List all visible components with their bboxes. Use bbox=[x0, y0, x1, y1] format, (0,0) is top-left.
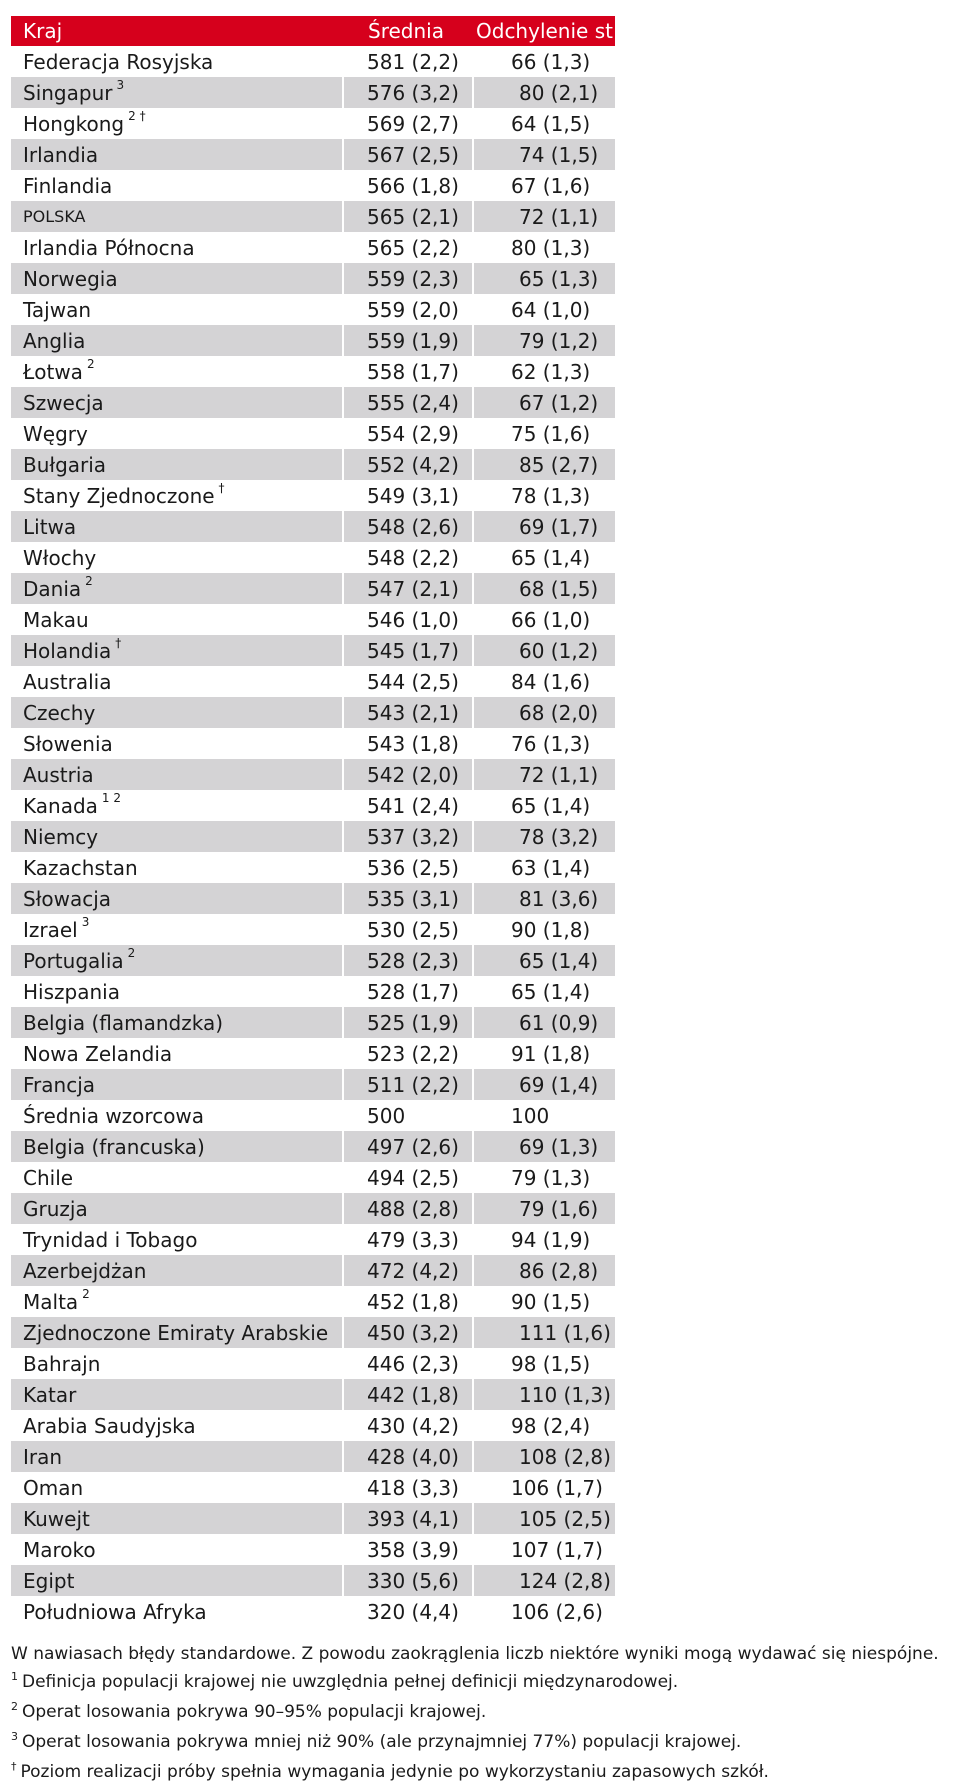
country-name: Stany Zjednoczone bbox=[23, 483, 215, 508]
table-row bbox=[11, 666, 615, 697]
mean-cell: 543 (1,8) bbox=[367, 731, 459, 756]
sd-cell: 65 (1,4) bbox=[511, 979, 591, 1004]
footnotes bbox=[11, 1640, 961, 1788]
sd-cell: 100 bbox=[511, 1103, 550, 1128]
mean-cell: 358 (3,9) bbox=[367, 1537, 459, 1562]
country-cell bbox=[11, 1317, 342, 1348]
country-cell bbox=[11, 480, 342, 511]
country-name: Bahrajn bbox=[23, 1351, 101, 1376]
country-name: Średnia wzorcowa bbox=[23, 1103, 205, 1128]
sd-cell: 85 (2,7) bbox=[474, 449, 615, 480]
sd-cell: 79 (1,3) bbox=[511, 1165, 591, 1190]
mean-cell: 418 (3,3) bbox=[367, 1475, 459, 1500]
country-cell bbox=[11, 356, 342, 387]
country-name: Hiszpania bbox=[23, 979, 120, 1004]
table-row bbox=[11, 1286, 615, 1317]
country-name: Włochy bbox=[23, 545, 97, 570]
country-cell bbox=[11, 1069, 342, 1100]
sd-cell: 78 (1,3) bbox=[511, 483, 591, 508]
country-cell bbox=[11, 821, 342, 852]
sd-cell: 90 (1,5) bbox=[511, 1289, 591, 1314]
table-body bbox=[11, 46, 615, 1627]
mean-cell: 544 (2,5) bbox=[367, 669, 459, 694]
country-cell bbox=[11, 325, 342, 356]
country-name: Bułgaria bbox=[23, 452, 107, 477]
table-row bbox=[11, 1007, 615, 1038]
country-cell bbox=[11, 1348, 342, 1379]
country-name: Południowa Afryka bbox=[23, 1599, 207, 1624]
country-cell bbox=[11, 387, 342, 418]
table-row bbox=[11, 1100, 615, 1131]
footnote-text: Operat losowania pokrywa mniej niż 90% (ale przynajmniej 77%) populacji krajowej. bbox=[22, 1732, 742, 1752]
country-cell bbox=[11, 790, 342, 821]
country-name: Finlandia bbox=[23, 173, 113, 198]
footnote-mark: 2 † bbox=[128, 108, 146, 123]
country-cell bbox=[11, 697, 342, 728]
country-cell bbox=[11, 1472, 342, 1503]
sd-cell: 65 (1,4) bbox=[511, 545, 591, 570]
country-name: Irlandia Północna bbox=[23, 235, 195, 260]
country-cell bbox=[11, 1131, 342, 1162]
table-row bbox=[11, 387, 615, 418]
footnote-mark: 3 bbox=[81, 914, 90, 929]
header-mean: Średnia bbox=[368, 19, 444, 43]
country-name: Federacja Rosyjska bbox=[23, 49, 214, 74]
mean-cell: 555 (2,4) bbox=[344, 387, 472, 418]
country-cell bbox=[11, 1038, 342, 1069]
country-name: Niemcy bbox=[23, 824, 99, 849]
sd-cell: 107 (1,7) bbox=[511, 1537, 603, 1562]
country-cell bbox=[11, 1193, 342, 1224]
sd-cell: 106 (1,7) bbox=[511, 1475, 603, 1500]
mean-cell: 548 (2,2) bbox=[367, 545, 459, 570]
country-name: Zjednoczone Emiraty Arabskie bbox=[23, 1320, 329, 1345]
table-row bbox=[11, 1069, 615, 1100]
table-row bbox=[11, 1038, 615, 1069]
country-name: Singapur bbox=[23, 80, 113, 105]
country-cell bbox=[11, 635, 342, 666]
table-row bbox=[11, 1224, 615, 1255]
country-cell bbox=[11, 170, 342, 201]
country-name: Kazachstan bbox=[23, 855, 138, 880]
table-row bbox=[11, 418, 615, 449]
footnote-line bbox=[11, 1728, 961, 1758]
sd-cell: 64 (1,5) bbox=[511, 111, 591, 136]
table-row bbox=[11, 1503, 615, 1534]
sd-cell: 111 (1,6) bbox=[474, 1317, 615, 1348]
table-row bbox=[11, 821, 615, 852]
footnote-mark: 2 bbox=[11, 1700, 18, 1713]
country-cell bbox=[11, 1503, 342, 1534]
sd-cell: 64 (1,0) bbox=[511, 297, 591, 322]
table-row bbox=[11, 1193, 615, 1224]
sd-cell: 61 (0,9) bbox=[474, 1007, 615, 1038]
footnote-text: Poziom realizacji próby spełnia wymagania jedynie po wykorzystaniu zapasowych szkół. bbox=[20, 1762, 769, 1782]
mean-cell: 543 (2,1) bbox=[344, 697, 472, 728]
mean-cell: 565 (2,1) bbox=[344, 201, 472, 232]
sd-cell: 80 (2,1) bbox=[474, 77, 615, 108]
country-cell bbox=[11, 232, 342, 263]
sd-cell: 69 (1,3) bbox=[474, 1131, 615, 1162]
table-row bbox=[11, 635, 615, 666]
sd-cell: 98 (2,4) bbox=[511, 1413, 591, 1438]
mean-cell: 330 (5,6) bbox=[344, 1565, 472, 1596]
country-cell bbox=[11, 542, 342, 573]
country-cell bbox=[11, 1534, 342, 1565]
sd-cell: 68 (1,5) bbox=[474, 573, 615, 604]
table-row bbox=[11, 945, 615, 976]
mean-cell: 500 bbox=[367, 1103, 406, 1128]
footnote-mark: 3 bbox=[11, 1730, 18, 1743]
mean-cell: 523 (2,2) bbox=[367, 1041, 459, 1066]
table-row bbox=[11, 170, 615, 201]
mean-cell: 559 (1,9) bbox=[344, 325, 472, 356]
sd-cell: 110 (1,3) bbox=[474, 1379, 615, 1410]
country-name: Czechy bbox=[23, 700, 96, 725]
country-cell bbox=[11, 945, 342, 976]
table-row bbox=[11, 325, 615, 356]
table-row bbox=[11, 77, 615, 108]
country-cell bbox=[11, 1565, 342, 1596]
mean-cell: 554 (2,9) bbox=[367, 421, 459, 446]
footnote-mark: 3 bbox=[116, 77, 125, 92]
country-name: Trynidad i Tobago bbox=[23, 1227, 198, 1252]
country-cell bbox=[11, 1379, 342, 1410]
sd-cell: 62 (1,3) bbox=[511, 359, 591, 384]
table-row bbox=[11, 1472, 615, 1503]
country-name: Francja bbox=[23, 1072, 96, 1097]
sd-cell: 68 (2,0) bbox=[474, 697, 615, 728]
country-name: Azerbejdżan bbox=[23, 1258, 147, 1283]
country-cell bbox=[11, 728, 342, 759]
table-row bbox=[11, 263, 615, 294]
sd-cell: 74 (1,5) bbox=[474, 139, 615, 170]
country-name: Kanada bbox=[23, 793, 98, 818]
sd-cell: 76 (1,3) bbox=[511, 731, 591, 756]
country-cell bbox=[11, 201, 342, 232]
country-cell bbox=[11, 1410, 342, 1441]
country-name: Portugalia bbox=[23, 948, 124, 973]
country-name: Makau bbox=[23, 607, 89, 632]
country-cell bbox=[11, 1224, 342, 1255]
sd-cell: 106 (2,6) bbox=[511, 1599, 603, 1624]
mean-cell: 558 (1,7) bbox=[367, 359, 459, 384]
sd-cell: 65 (1,3) bbox=[474, 263, 615, 294]
country-cell bbox=[11, 1596, 342, 1627]
footnote-mark: 2 bbox=[86, 356, 95, 371]
country-name: Anglia bbox=[23, 328, 86, 353]
mean-cell: 567 (2,5) bbox=[344, 139, 472, 170]
country-cell bbox=[11, 449, 342, 480]
sd-cell: 80 (1,3) bbox=[511, 235, 591, 260]
country-name: Belgia (francuska) bbox=[23, 1134, 205, 1159]
country-name: Szwecja bbox=[23, 390, 104, 415]
sd-cell: 81 (3,6) bbox=[474, 883, 615, 914]
mean-cell: 452 (1,8) bbox=[367, 1289, 459, 1314]
mean-cell: 559 (2,3) bbox=[344, 263, 472, 294]
mean-cell: 542 (2,0) bbox=[344, 759, 472, 790]
country-name: Arabia Saudyjska bbox=[23, 1413, 196, 1438]
table-row bbox=[11, 1565, 615, 1596]
footnote-line bbox=[11, 1698, 961, 1728]
mean-cell: 393 (4,1) bbox=[344, 1503, 472, 1534]
country-name: Australia bbox=[23, 669, 112, 694]
country-name: Hongkong bbox=[23, 111, 125, 136]
mean-cell: 488 (2,8) bbox=[344, 1193, 472, 1224]
table-row bbox=[11, 1348, 615, 1379]
country-name: Katar bbox=[23, 1382, 77, 1407]
mean-cell: 559 (2,0) bbox=[367, 297, 459, 322]
country-cell bbox=[11, 1162, 342, 1193]
table-row bbox=[11, 883, 615, 914]
country-name: Malta bbox=[23, 1289, 79, 1314]
country-name: Tajwan bbox=[23, 297, 92, 322]
mean-cell: 428 (4,0) bbox=[344, 1441, 472, 1472]
country-cell bbox=[11, 573, 342, 604]
country-name: Maroko bbox=[23, 1537, 96, 1562]
footnote-text: Definicja populacji krajowej nie uwzględnia pełnej definicji międzynarodowej. bbox=[22, 1672, 679, 1692]
footnote-mark: 2 bbox=[127, 945, 136, 960]
sd-cell: 105 (2,5) bbox=[474, 1503, 615, 1534]
table-row bbox=[11, 852, 615, 883]
sd-cell: 67 (1,2) bbox=[474, 387, 615, 418]
country-cell bbox=[11, 1441, 342, 1472]
mean-cell: 545 (1,7) bbox=[344, 635, 472, 666]
mean-cell: 450 (3,2) bbox=[344, 1317, 472, 1348]
country-name: Gruzja bbox=[23, 1196, 88, 1221]
table-row bbox=[11, 294, 615, 325]
footnote-text: W nawiasach błędy standardowe. Z powodu zaokrąglenia liczb niektóre wyniki mogą wydawać się niespójne. bbox=[11, 1644, 939, 1664]
mean-cell: 530 (2,5) bbox=[367, 917, 459, 942]
table-row bbox=[11, 356, 615, 387]
mean-cell: 525 (1,9) bbox=[344, 1007, 472, 1038]
table-row bbox=[11, 697, 615, 728]
sd-cell: 72 (1,1) bbox=[474, 759, 615, 790]
country-name: Łotwa bbox=[23, 359, 83, 384]
footnote-mark: † bbox=[218, 480, 225, 495]
sd-cell: 72 (1,1) bbox=[474, 201, 615, 232]
country-name: Słowenia bbox=[23, 731, 113, 756]
sd-cell: 75 (1,6) bbox=[511, 421, 591, 446]
sd-cell: 94 (1,9) bbox=[511, 1227, 591, 1252]
mean-cell: 552 (4,2) bbox=[344, 449, 472, 480]
table-row bbox=[11, 1441, 615, 1472]
sd-cell: 66 (1,3) bbox=[511, 49, 591, 74]
country-cell bbox=[11, 1007, 342, 1038]
table-row bbox=[11, 139, 615, 170]
country-name: Austria bbox=[23, 762, 94, 787]
mean-cell: 320 (4,4) bbox=[367, 1599, 459, 1624]
table-row bbox=[11, 1131, 615, 1162]
country-cell bbox=[11, 263, 342, 294]
mean-cell: 576 (3,2) bbox=[344, 77, 472, 108]
country-cell bbox=[11, 294, 342, 325]
mean-cell: 549 (3,1) bbox=[367, 483, 459, 508]
mean-cell: 569 (2,7) bbox=[367, 111, 459, 136]
sd-cell: 124 (2,8) bbox=[474, 1565, 615, 1596]
footnote-mark: 1 2 bbox=[101, 790, 121, 805]
country-name: Nowa Zelandia bbox=[23, 1041, 173, 1066]
country-name: Chile bbox=[23, 1165, 74, 1190]
table-row bbox=[11, 1162, 615, 1193]
table-row bbox=[11, 108, 615, 139]
country-name: Irlandia bbox=[23, 142, 99, 167]
country-name: Kuwejt bbox=[23, 1506, 90, 1531]
mean-cell: 566 (1,8) bbox=[367, 173, 459, 198]
mean-cell: 537 (3,2) bbox=[344, 821, 472, 852]
sd-cell: 67 (1,6) bbox=[511, 173, 591, 198]
table-row bbox=[11, 46, 615, 77]
footnote-line bbox=[11, 1640, 961, 1668]
country-cell bbox=[11, 914, 342, 945]
table-row bbox=[11, 1410, 615, 1441]
mean-cell: 536 (2,5) bbox=[367, 855, 459, 880]
table-header bbox=[11, 16, 620, 46]
mean-cell: 511 (2,2) bbox=[344, 1069, 472, 1100]
country-cell bbox=[11, 77, 342, 108]
country-name: Belgia (flamandzka) bbox=[23, 1010, 223, 1035]
country-cell bbox=[11, 759, 342, 790]
sd-cell: 65 (1,4) bbox=[511, 793, 591, 818]
table-row bbox=[11, 914, 615, 945]
sd-cell: 108 (2,8) bbox=[474, 1441, 615, 1472]
footnote-mark: 1 bbox=[11, 1670, 18, 1683]
table-row bbox=[11, 790, 615, 821]
footnote-line bbox=[11, 1668, 961, 1698]
country-cell bbox=[11, 604, 342, 635]
sd-cell: 78 (3,2) bbox=[474, 821, 615, 852]
table-row bbox=[11, 542, 615, 573]
table-row bbox=[11, 604, 615, 635]
mean-cell: 494 (2,5) bbox=[367, 1165, 459, 1190]
country-cell bbox=[11, 852, 342, 883]
sd-cell: 90 (1,8) bbox=[511, 917, 591, 942]
mean-cell: 430 (4,2) bbox=[367, 1413, 459, 1438]
country-name: Słowacja bbox=[23, 886, 112, 911]
country-name: Holandia bbox=[23, 638, 112, 663]
sd-cell: 79 (1,2) bbox=[474, 325, 615, 356]
country-cell bbox=[11, 139, 342, 170]
country-cell bbox=[11, 108, 342, 139]
footnote-text: Operat losowania pokrywa 90–95% populacji krajowej. bbox=[22, 1702, 487, 1722]
country-name: Izrael bbox=[23, 917, 78, 942]
table-row bbox=[11, 573, 615, 604]
mean-cell: 446 (2,3) bbox=[367, 1351, 459, 1376]
mean-cell: 565 (2,2) bbox=[367, 235, 459, 260]
country-name: Iran bbox=[23, 1444, 63, 1469]
country-name: Litwa bbox=[23, 514, 77, 539]
mean-cell: 546 (1,0) bbox=[367, 607, 459, 632]
country-cell bbox=[11, 46, 342, 77]
sd-cell: 69 (1,4) bbox=[474, 1069, 615, 1100]
mean-cell: 581 (2,2) bbox=[367, 49, 459, 74]
mean-cell: 528 (2,3) bbox=[344, 945, 472, 976]
table-row bbox=[11, 1379, 615, 1410]
footnote-mark: † bbox=[115, 635, 122, 650]
country-cell bbox=[11, 511, 342, 542]
sd-cell: 63 (1,4) bbox=[511, 855, 591, 880]
header-country: Kraj bbox=[23, 19, 63, 43]
mean-cell: 541 (2,4) bbox=[367, 793, 459, 818]
results-table bbox=[11, 16, 620, 1627]
sd-cell: 98 (1,5) bbox=[511, 1351, 591, 1376]
footnote-line bbox=[11, 1758, 961, 1788]
country-cell bbox=[11, 883, 342, 914]
sd-cell: 66 (1,0) bbox=[511, 607, 591, 632]
mean-cell: 479 (3,3) bbox=[367, 1227, 459, 1252]
table-row bbox=[11, 480, 615, 511]
table-row bbox=[11, 976, 615, 1007]
mean-cell: 472 (4,2) bbox=[344, 1255, 472, 1286]
country-name: Oman bbox=[23, 1475, 84, 1500]
sd-cell: 86 (2,8) bbox=[474, 1255, 615, 1286]
mean-cell: 547 (2,1) bbox=[344, 573, 472, 604]
sd-cell: 84 (1,6) bbox=[511, 669, 591, 694]
country-name: Egipt bbox=[23, 1568, 75, 1593]
table-row bbox=[11, 201, 615, 232]
country-name: POLSKA bbox=[23, 207, 86, 226]
sd-cell: 79 (1,6) bbox=[474, 1193, 615, 1224]
sd-cell: 91 (1,8) bbox=[511, 1041, 591, 1066]
table-row bbox=[11, 449, 615, 480]
table-row bbox=[11, 1317, 615, 1348]
country-cell bbox=[11, 976, 342, 1007]
mean-cell: 528 (1,7) bbox=[367, 979, 459, 1004]
table-row bbox=[11, 728, 615, 759]
country-cell bbox=[11, 418, 342, 449]
country-cell bbox=[11, 1286, 342, 1317]
country-name: Węgry bbox=[23, 421, 88, 446]
country-name: Norwegia bbox=[23, 266, 118, 291]
table-row bbox=[11, 1255, 615, 1286]
country-cell bbox=[11, 1100, 342, 1131]
header-sd: Odchylenie st. bbox=[476, 19, 620, 43]
mean-cell: 497 (2,6) bbox=[344, 1131, 472, 1162]
mean-cell: 442 (1,8) bbox=[344, 1379, 472, 1410]
mean-cell: 535 (3,1) bbox=[344, 883, 472, 914]
table-row bbox=[11, 759, 615, 790]
sd-cell: 60 (1,2) bbox=[474, 635, 615, 666]
sd-cell: 65 (1,4) bbox=[474, 945, 615, 976]
table-row bbox=[11, 511, 615, 542]
table-row bbox=[11, 1596, 615, 1627]
country-cell bbox=[11, 1255, 342, 1286]
country-cell bbox=[11, 666, 342, 697]
footnote-mark: 2 bbox=[85, 573, 93, 588]
sd-cell: 69 (1,7) bbox=[474, 511, 615, 542]
footnote-mark: † bbox=[11, 1760, 17, 1773]
table-row bbox=[11, 232, 615, 263]
country-name: Dania bbox=[23, 576, 82, 601]
table-row bbox=[11, 1534, 615, 1565]
mean-cell: 548 (2,6) bbox=[344, 511, 472, 542]
footnote-mark: 2 bbox=[82, 1286, 90, 1301]
